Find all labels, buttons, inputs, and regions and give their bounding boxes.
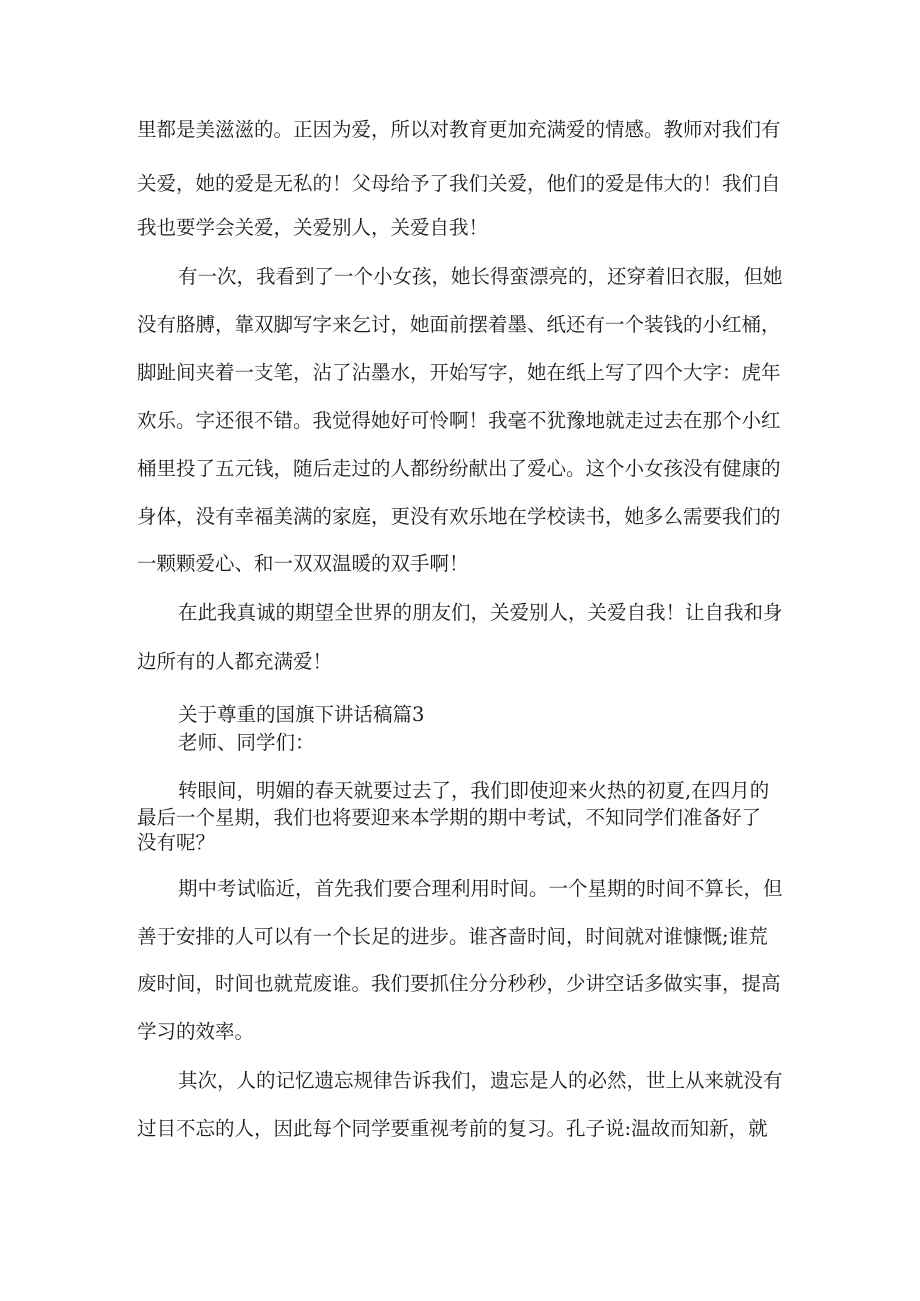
paragraph-line: 脚趾间夹着一支笔，沾了沾墨水，开始写字，她在纸上写了四个大字：虎年 xyxy=(137,361,781,384)
paragraph-line: 边所有的人都充满爱！ xyxy=(137,650,333,673)
paragraph-line: 有一次，我看到了一个小女孩，她长得蛮漂亮的，还穿着旧衣服，但她 xyxy=(178,265,783,288)
paragraph-line: 转眼间，明媚的春天就要过去了，我们即使迎来火热的初夏,在四月的 xyxy=(178,779,770,802)
salutation: 老师、同学们： xyxy=(178,731,315,754)
section-heading: 关于尊重的国旗下讲话稿篇3 xyxy=(178,703,425,726)
paragraph-line: 没有胳膊，靠双脚写字来乞讨，她面前摆着墨、纸还有一个装钱的小红桶， xyxy=(137,313,781,336)
paragraph-line: 过目不忘的人，因此每个同学要重视考前的复习。孔子说:温故而知新，就 xyxy=(137,1117,768,1140)
paragraph-line: 没有呢？ xyxy=(137,831,216,854)
paragraph-line: 废时间，时间也就荒废谁。我们要抓住分分秒秒，少讲空话多做实事，提高 xyxy=(137,972,781,995)
paragraph-line: 一颗颗爱心、和一双双温暖的双手啊！ xyxy=(137,552,469,575)
paragraph-line: 欢乐。字还很不错。我觉得她好可怜啊！我毫不犹豫地就走过去在那个小红 xyxy=(137,409,781,432)
paragraph-line: 在此我真诚的期望全世界的朋友们，关爱别人，关爱自我！让自我和身 xyxy=(178,601,783,624)
paragraph-line: 其次，人的记忆遗忘规律告诉我们，遗忘是人的必然，世上从来就没有 xyxy=(178,1069,783,1092)
paragraph-line: 我也要学会关爱，关爱别人，关爱自我！ xyxy=(137,216,489,239)
paragraph-line: 善于安排的人可以有一个长足的进步。谁吝啬时间，时间就对谁慷慨;谁荒 xyxy=(137,925,768,948)
paragraph-line: 身体，没有幸福美满的家庭，更没有欢乐地在学校读书，她多么需要我们的 xyxy=(137,505,781,528)
paragraph-line: 桶里投了五元钱，随后走过的人都纷纷献出了爱心。这个小女孩没有健康的 xyxy=(137,457,781,480)
paragraph-line: 最后一个星期，我们也将要迎来本学期的期中考试，不知同学们准备好了 xyxy=(137,806,762,829)
paragraph-line: 里都是美滋滋的。正因为爱，所以对教育更加充满爱的情感。教师对我们有 xyxy=(137,118,781,141)
paragraph-line: 学习的效率。 xyxy=(137,1020,255,1043)
paragraph-line: 关爱，她的爱是无私的！父母给予了我们关爱，他们的爱是伟大的！我们自 xyxy=(137,172,781,195)
paragraph-line: 期中考试临近，首先我们要合理利用时间。一个星期的时间不算长，但 xyxy=(178,877,783,900)
